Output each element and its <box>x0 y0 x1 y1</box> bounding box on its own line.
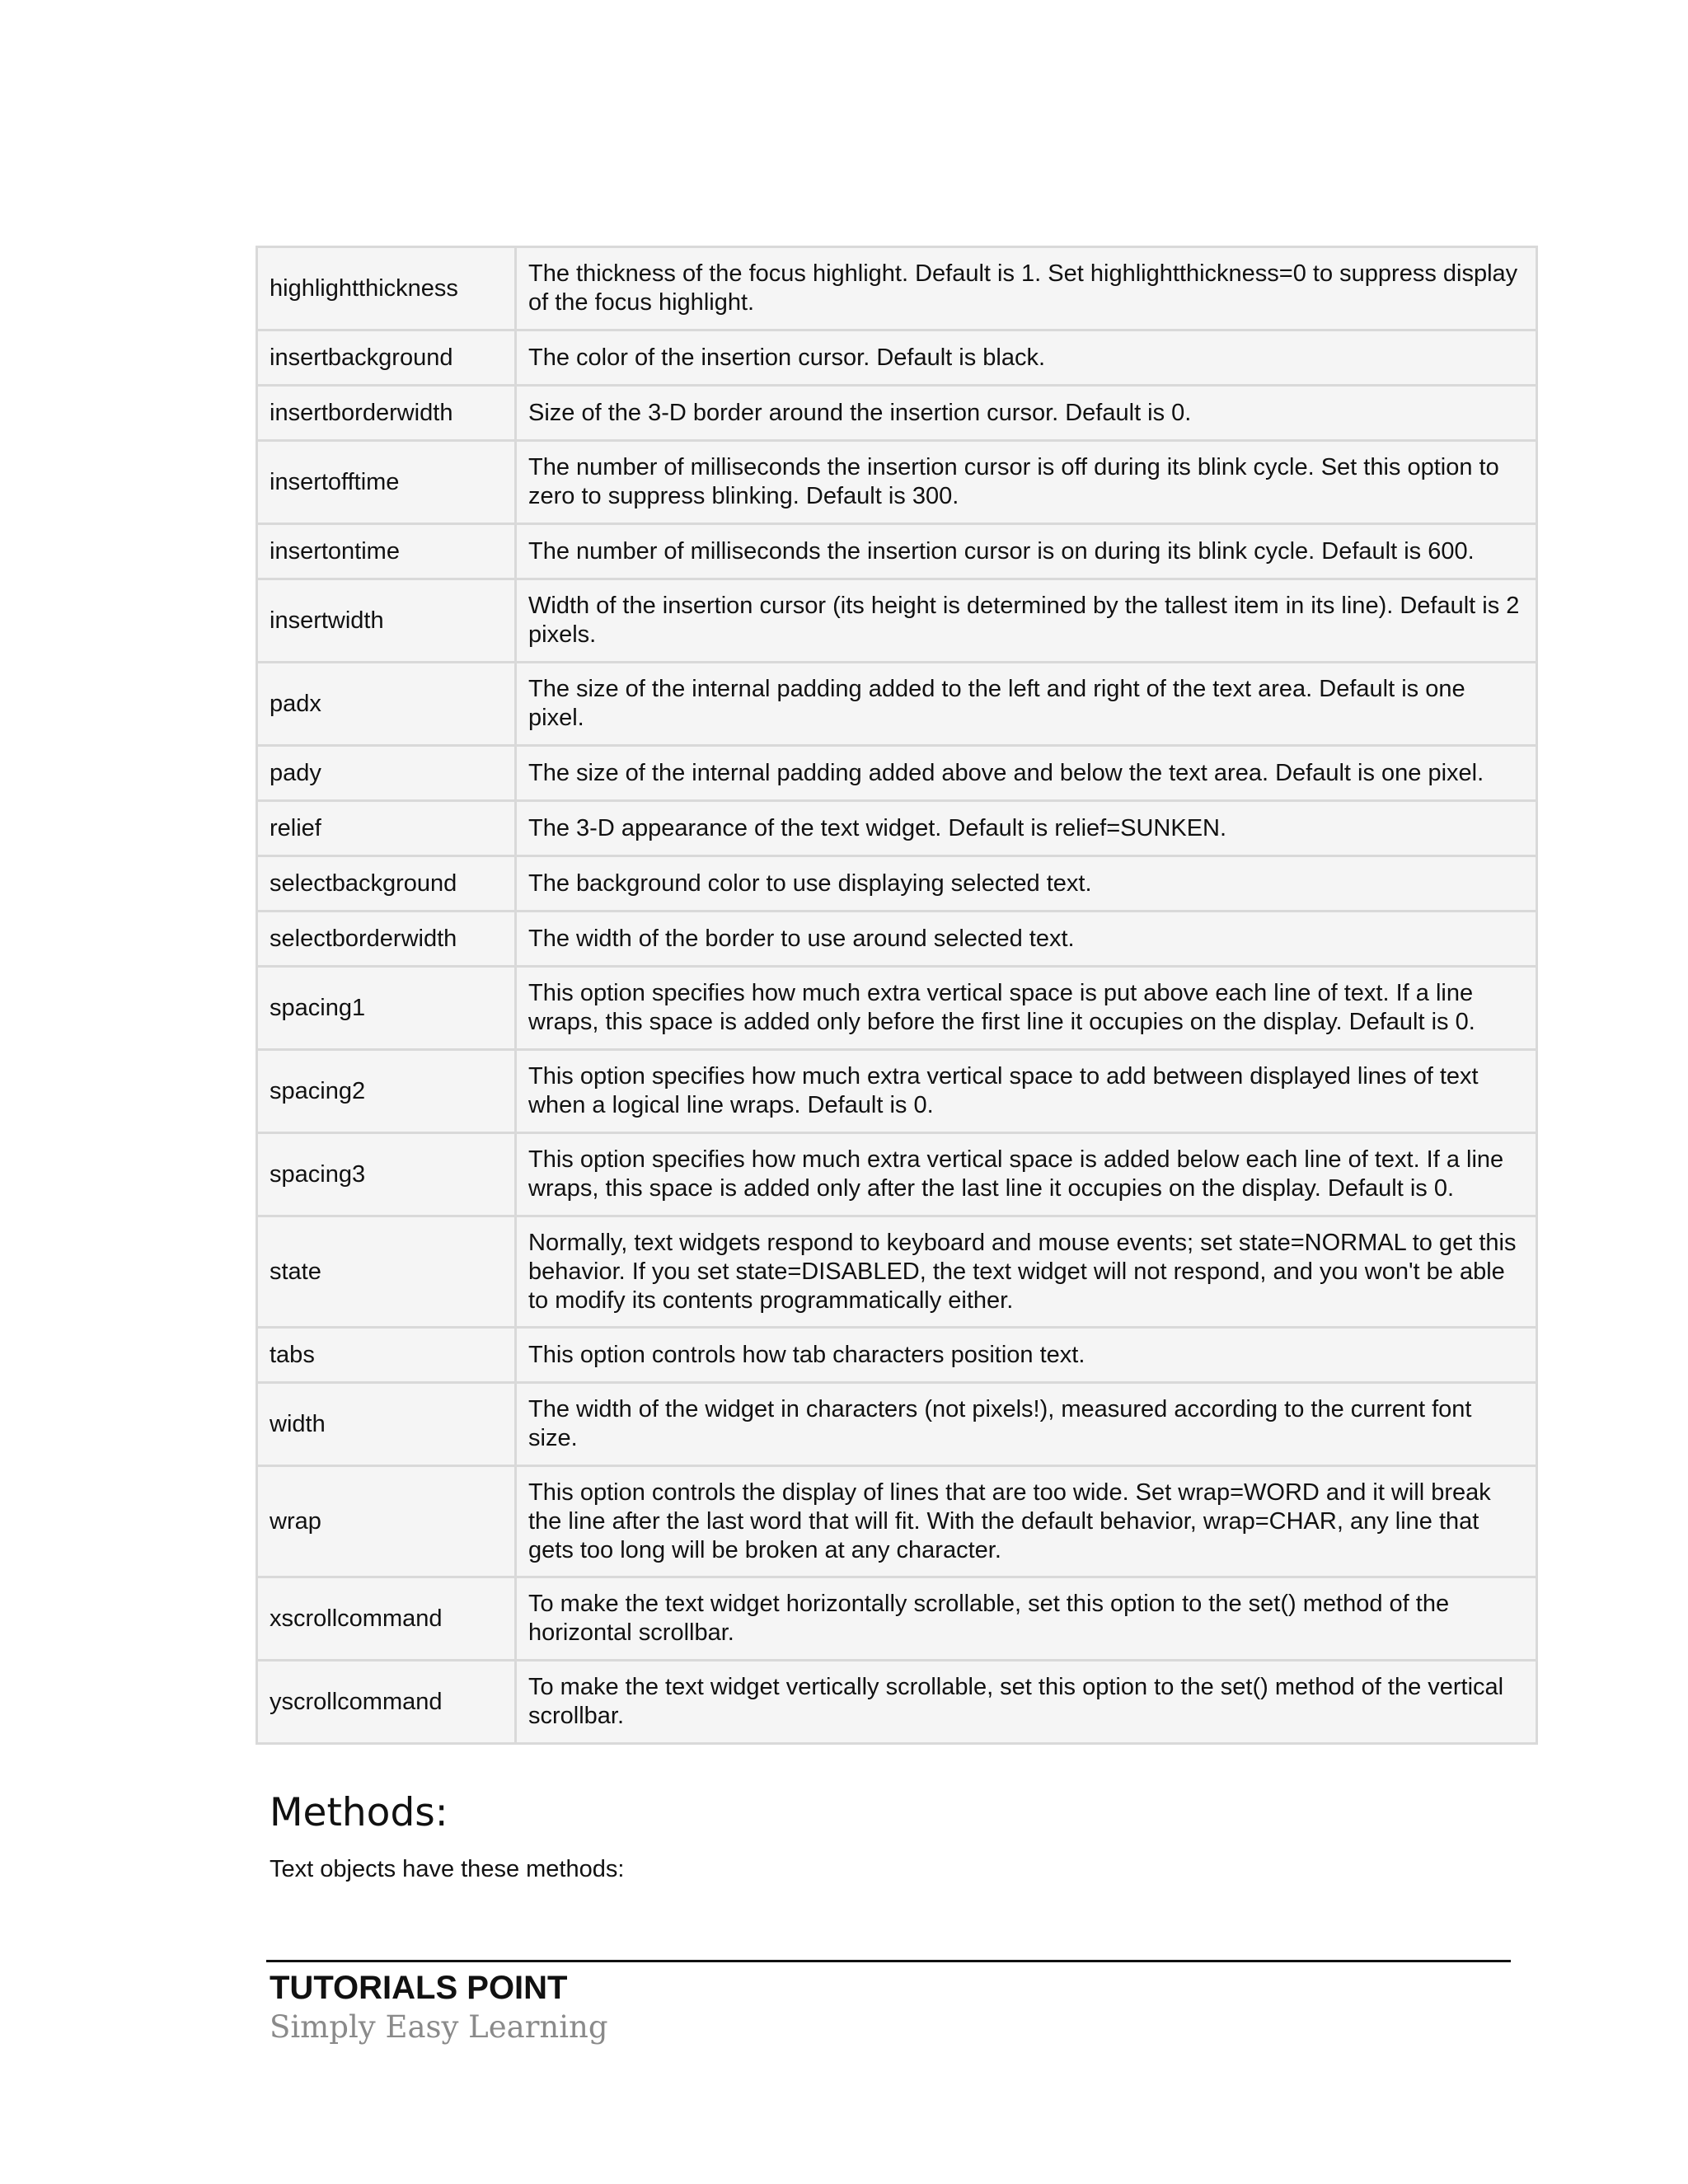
option-name: xscrollcommand <box>257 1577 516 1661</box>
option-name: highlightthickness <box>257 247 516 330</box>
table-row <box>257 912 1537 967</box>
option-description: The width of the widget in characters (not pixels!), measured according to the current font size. <box>516 1383 1537 1466</box>
option-name: selectbackground <box>257 856 516 912</box>
option-description: The 3-D appearance of the text widget. Default is relief=SUNKEN. <box>516 801 1537 856</box>
option-name: insertborderwidth <box>257 386 516 441</box>
option-name: width <box>257 1383 516 1466</box>
option-name: spacing1 <box>257 967 516 1050</box>
table-row <box>257 967 1537 1050</box>
option-description: The width of the border to use around selected text. <box>516 912 1537 967</box>
option-name: padx <box>257 663 516 746</box>
options-table <box>256 246 1538 1745</box>
option-name: spacing2 <box>257 1050 516 1133</box>
option-description: The size of the internal padding added to the left and right of the text area. Default is one pixel. <box>516 663 1537 746</box>
table-row <box>257 1577 1537 1661</box>
option-description: Width of the insertion cursor (its height is determined by the tallest item in its line). Default is 2 pixels. <box>516 579 1537 663</box>
option-name: yscrollcommand <box>257 1661 516 1744</box>
option-description: The background color to use displaying selected text. <box>516 856 1537 912</box>
table-row <box>257 746 1537 801</box>
table-row <box>257 1133 1537 1216</box>
option-description: Normally, text widgets respond to keyboard and mouse events; set state=NORMAL to get this behavior. If you set state=DISABLED, the text widget will not respond, and you won't be able to modify its contents programmatically either. <box>516 1216 1537 1328</box>
methods-intro-text: Text objects have these methods: <box>270 1856 625 1882</box>
table-row <box>257 663 1537 746</box>
option-description: The number of milliseconds the insertion cursor is off during its blink cycle. Set this option to zero to suppress blinking. Default is 300. <box>516 441 1537 524</box>
option-name: spacing3 <box>257 1133 516 1216</box>
option-name: state <box>257 1216 516 1328</box>
footer-tagline: Simply Easy Learning <box>270 2009 608 2045</box>
methods-heading: Methods: <box>270 1790 448 1835</box>
table-row <box>257 1466 1537 1577</box>
option-description: To make the text widget vertically scrollable, set this option to the set() method of the vertical scrollbar. <box>516 1661 1537 1744</box>
option-name: insertofftime <box>257 441 516 524</box>
option-name: tabs <box>257 1328 516 1383</box>
option-name: insertontime <box>257 524 516 579</box>
table-row <box>257 856 1537 912</box>
option-name: wrap <box>257 1466 516 1577</box>
table-row <box>257 247 1537 330</box>
table-row <box>257 330 1537 386</box>
option-description: The number of milliseconds the insertion cursor is on during its blink cycle. Default is 600. <box>516 524 1537 579</box>
option-name: selectborderwidth <box>257 912 516 967</box>
footer-brand: TUTORIALS POINT <box>270 1970 568 2006</box>
table-row <box>257 1216 1537 1328</box>
option-description: This option specifies how much extra vertical space to add between displayed lines of text when a logical line wraps. Default is 0. <box>516 1050 1537 1133</box>
option-description: The thickness of the focus highlight. Default is 1. Set highlightthickness=0 to suppress display of the focus highlight. <box>516 247 1537 330</box>
option-description: The size of the internal padding added above and below the text area. Default is one pixel. <box>516 746 1537 801</box>
option-description: To make the text widget horizontally scrollable, set this option to the set() method of the horizontal scrollbar. <box>516 1577 1537 1661</box>
table-row <box>257 1383 1537 1466</box>
table-row <box>257 1661 1537 1744</box>
option-name: insertwidth <box>257 579 516 663</box>
option-description: Size of the 3-D border around the insertion cursor. Default is 0. <box>516 386 1537 441</box>
option-description: The color of the insertion cursor. Default is black. <box>516 330 1537 386</box>
option-name: relief <box>257 801 516 856</box>
table-row <box>257 441 1537 524</box>
table-row <box>257 801 1537 856</box>
footer-divider <box>266 1960 1511 1962</box>
option-description: This option controls how tab characters position text. <box>516 1328 1537 1383</box>
option-name: insertbackground <box>257 330 516 386</box>
option-description: This option specifies how much extra vertical space is added below each line of text. If a line wraps, this space is added only after the last line it occupies on the display. Default is 0. <box>516 1133 1537 1216</box>
option-description: This option specifies how much extra vertical space is put above each line of text. If a line wraps, this space is added only before the first line it occupies on the display. Default is 0. <box>516 967 1537 1050</box>
option-name: pady <box>257 746 516 801</box>
table-row <box>257 1050 1537 1133</box>
table-row <box>257 386 1537 441</box>
table-row <box>257 524 1537 579</box>
table-row <box>257 1328 1537 1383</box>
table-row <box>257 579 1537 663</box>
option-description: This option controls the display of lines that are too wide. Set wrap=WORD and it will break the line after the last word that will fit. With the default behavior, wrap=CHAR, any line that gets too long will be broken at any character. <box>516 1466 1537 1577</box>
